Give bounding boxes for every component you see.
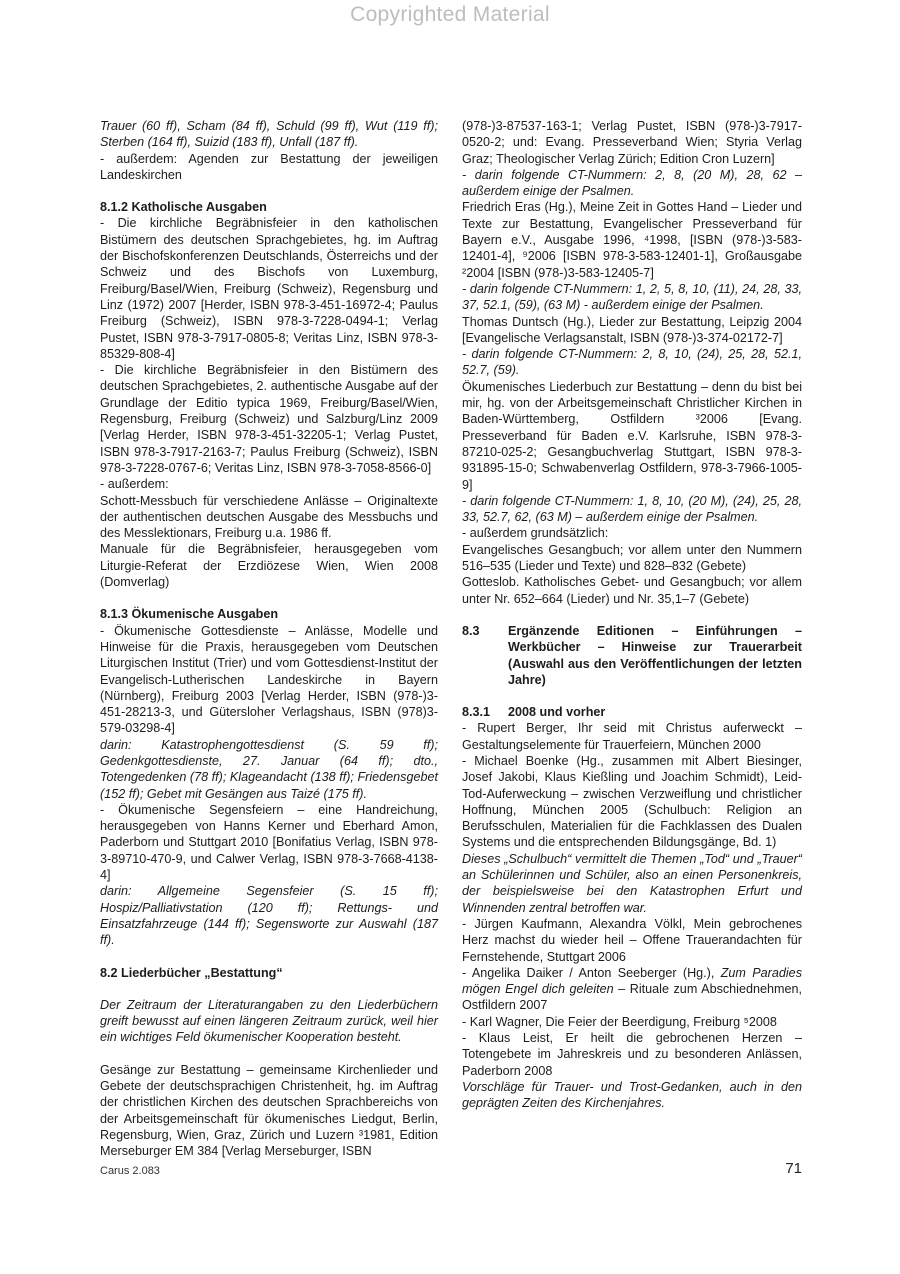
- paragraph: Thomas Duntsch (Hg.), Lieder zur Bestattung, Leipzig 2004 [Evangelische Verlagsanstalt, ISBN (978-)3-374-02172-7]: [462, 314, 802, 345]
- publisher-code: Carus 2.083: [100, 1165, 160, 1177]
- italic-title: Zum Paradies mögen Engel dich geleiten: [462, 965, 802, 997]
- section-title: Ergänzende Editionen – Einführungen – Werkbücher – Hinweise zur Trauerarbeit (Auswahl aus den Veröffentlichungen der letzten Jahre): [508, 623, 802, 687]
- paragraph: - außerdem grundsätzlich:: [462, 526, 609, 541]
- paragraph: Friedrich Eras (Hg.), Meine Zeit in Gottes Hand – Lieder und Texte zur Bestattung, Evangelischer Presseverband für Bayern e.V., Ausgabe 1996, ⁴1998, [ISBN (978-)3-583-12401-4], ⁹2006 [ISBN 978-3-583-12401-1], Großausgabe ²2004 [ISBN (978-)3-583-12405-7]: [462, 200, 802, 280]
- watermark-bar: [0, 0, 900, 38]
- text-span: - Angelika Daiker / Anton Seeberger (Hg.),: [462, 965, 721, 980]
- paragraph: Dieses „Schulbuch“ vermittelt die Themen „Tod“ und „Trauer“ an Schülerinnen und Schüler, also an einen Personenkreis, der beispielsweise bei den Katastrophen Erfurt und Winnenden zentral betroffen war.: [462, 851, 802, 915]
- paragraph: - darin folgende CT-Nummern: 1, 8, 10, (20 M), (24), 25, 28, 33, 52.7, 62, (63 M) – außerdem einige der Psalmen.: [462, 493, 802, 525]
- section-heading-8-1-3: 8.1.3 Ökumenische Ausgaben: [100, 607, 279, 622]
- left-column: [100, 118, 438, 1160]
- paragraph: Vorschläge für Trauer- und Trost-Gedanken, auch in den geprägten Zeiten des Kirchenjahres.: [462, 1079, 802, 1111]
- paragraph: - Die kirchliche Begräbnisfeier in den katholischen Bistümern des deutschen Sprachgebietes, hg. im Auftrag der Bischofskonferenzen Deutschlands, Österreichs und der Schweiz und des Bischofs von Luxemburg, Freiburg/Basel/Wien, Freiburg (Schweiz), Regensburg und Linz (1972) 2007 [Herder, ISBN 978-3-451-16972-4; Paulus Freiburg (Schweiz), ISBN 978-3-7228-0494-1; Verlag Pustet, ISBN 978-3-7917-0805-8; Veritas Linz, ISBN 978-3-85329-808-4]: [100, 216, 438, 361]
- section-heading-8-1-2: 8.1.2 Katholische Ausgaben: [100, 200, 267, 215]
- paragraph: - Klaus Leist, Er heilt die gebrochenen Herzen – Totengebete im Jahreskreis und zu besonderen Anlässen, Paderborn 2008: [462, 1031, 802, 1078]
- section-title: 2008 und vorher: [508, 705, 606, 720]
- paragraph: - außerdem:: [100, 477, 169, 492]
- paragraph: darin: Katastrophengottesdienst (S. 59 ff); Gedenkgottesdienste, 27. Januar (64 ff); dto., Totengedenken (78 ff); Klageandacht (138 ff); Friedensgebet (152 ff); Gebet mit Gesängen aus Taizé (175 ff).: [100, 737, 438, 801]
- paragraph: - Jürgen Kaufmann, Alexandra Völkl, Mein gebrochenes Herz machst du wieder heil – Offene Trauerandachten für Fernstehende, Stuttgart 2006: [462, 916, 802, 964]
- paragraph: - darin folgende CT-Nummern: 2, 8, (20 M), 28, 62 – außerdem einige der Psalmen.: [462, 167, 802, 199]
- section-number: 8.3.1: [462, 705, 491, 720]
- section-heading-8-3-1: [462, 704, 802, 720]
- paragraph: - darin folgende CT-Nummern: 1, 2, 5, 8, 10, (11), 24, 28, 33, 37, 52.1, (59), (63 M) - außerdem einige der Psalmen.: [462, 281, 802, 313]
- paragraph: - außerdem: Agenden zur Bestattung der jeweiligen Landeskirchen: [100, 151, 438, 182]
- paragraph: - darin folgende CT-Nummern: 2, 8, 10, (24), 25, 28, 52.1, 52.7, (59).: [462, 347, 802, 378]
- paragraph: Gesänge zur Bestattung – gemeinsame Kirchenlieder und Gebete der deutschsprachigen Christenheit, hg. im Auftrag der christlichen Kirchen des deutschen Sprachbereichs von der Arbeitsgemeinschaft für ökumenisches Liedgut, Berlin, Regensburg, Wien, Graz, Zürich und Luzern ³1981, Edition Merseburger EM 384 [Verlag Merseburger, ISBN: [100, 1062, 438, 1159]
- paragraph: - Michael Boenke (Hg., zusammen mit Albert Biesinger, Josef Jakobi, Klaus Kießling und Joachim Schmidt), Leid-Tod-Auferweckung – zwischen Verzweiflung und christlicher Hoffnung, München 2005 (Schulbuch: Religion an Berufsschulen, Materialien für die Fachklassen des Dualen Systems und die entsprechenden Bildungsgänge, Bd. 1): [462, 753, 802, 850]
- section-number: 8.3: [462, 623, 480, 638]
- page-number: 71: [785, 1160, 802, 1177]
- section-heading-8-3: [462, 623, 802, 688]
- paragraph: - Karl Wagner, Die Feier der Beerdigung, Freiburg ⁵2008: [462, 1014, 777, 1029]
- right-column: [462, 118, 802, 1112]
- paragraph: Manuale für die Begräbnisfeier, herausgegeben vom Liturgie-Referat der Erzdiözese Wien, Wien 2008 (Domverlag): [100, 542, 438, 590]
- paragraph: - Ökumenische Segensfeiern – eine Handreichung, herausgegeben von Hanns Kerner und Eberhard Amon, Paderborn und Stuttgart 2010 [Bonifatius Verlag, ISBN 978-3-89710-470-9, und Calwer Verlag, ISBN 978-3-7668-4138-4]: [100, 802, 438, 883]
- paragraph: [462, 965, 802, 1014]
- paragraph: - Die kirchliche Begräbnisfeier in den Bistümern des deutschen Sprachgebietes, 2. authentische Ausgabe auf der Grundlage der Editio typica 1969, Freiburg/Basel/Wien, Regensburg, Freiburg (Schweiz) und Salzburg/Linz 2009 [Verlag Herder, ISBN 978-3-451-32205-1; Verlag Pustet, ISBN 978-3-7917-2163-7; Paulus Freiburg (Schweiz), ISBN 978-3-7228-0767-6; Veritas Linz, ISBN 978-3-7058-8566-0]: [100, 363, 438, 475]
- paragraph: Trauer (60 ff), Scham (84 ff), Schuld (99 ff), Wut (119 ff); Sterben (164 ff), Suizid (183 ff), Unfall (187 ff).: [100, 119, 438, 150]
- paragraph: - Rupert Berger, Ihr seid mit Christus auferweckt – Gestaltungselemente für Trauerfeiern, München 2000: [462, 721, 802, 752]
- paragraph: Gotteslob. Katholisches Gebet- und Gesangbuch; vor allem unter Nr. 652–664 (Lieder) und Nr. 35,1–7 (Gebete): [462, 575, 802, 606]
- paragraph: - Ökumenische Gottesdienste – Anlässe, Modelle und Hinweise für die Praxis, herausgegeben vom Deutschen Liturgischen Institut (Trier) und vom Gottesdienst-Institut der Evangelisch-Lutherischen Landeskirche in Bayern (Nürnberg), Freiburg 2003 [Verlag Herder, ISBN (978-)3-451-28213-3, und Gütersloher Verlagshaus, ISBN (978)3-579-03298-4]: [100, 623, 438, 736]
- section-heading-8-2: 8.2 Liederbücher „Bestattung“: [100, 965, 283, 980]
- paragraph: Evangelisches Gesangbuch; vor allem unter den Nummern 516–535 (Lieder und Texte) und 828–832 (Gebete): [462, 542, 802, 574]
- paragraph: (978-)3-87537-163-1; Verlag Pustet, ISBN (978-)3-7917-0520-2; und: Evang. Presseverband Wien; Styria Verlag Graz; Theologischer Verlag Zürich; Edition Cron Luzern]: [462, 119, 802, 166]
- text-span: – Rituale zum Abschiednehmen, Ostfildern 2007: [462, 982, 802, 1013]
- paragraph: Schott-Messbuch für verschiedene Anlässe – Originaltexte der authentischen deutschen Ausgabe des Messbuchs und des Messlektionars, Freiburg u.a. 1986 ff.: [100, 493, 438, 541]
- paragraph: Ökumenisches Liederbuch zur Bestattung – denn du bist bei mir, hg. von der Arbeitsgemeinschaft Christlicher Kirchen in Baden-Württemberg, Ostfildern ³2006 [Evang. Presseverband für Baden e.V. Karlsruhe, ISBN 978-3-87210-025-2; Gesangbuchverlag Stuttgart, ISBN 978-3-931895-15-0; Schwabenverlag Ostfildern, 978-3-7966-1005-9]: [462, 379, 802, 492]
- paragraph: Der Zeitraum der Literaturangaben zu den Liederbüchern greift bewusst auf einen längeren Zeitraum zurück, weil hier ein wichtiges Feld ökumenischer Kooperation besteht.: [100, 997, 438, 1045]
- paragraph: darin: Allgemeine Segensfeier (S. 15 ff); Hospiz/Palliativstation (120 ff); Rettungs- und Einsatzfahrzeuge (144 ff); Segensworte zur Auswahl (187 ff).: [100, 884, 438, 948]
- copyright-watermark: Copyrighted Material: [350, 3, 550, 26]
